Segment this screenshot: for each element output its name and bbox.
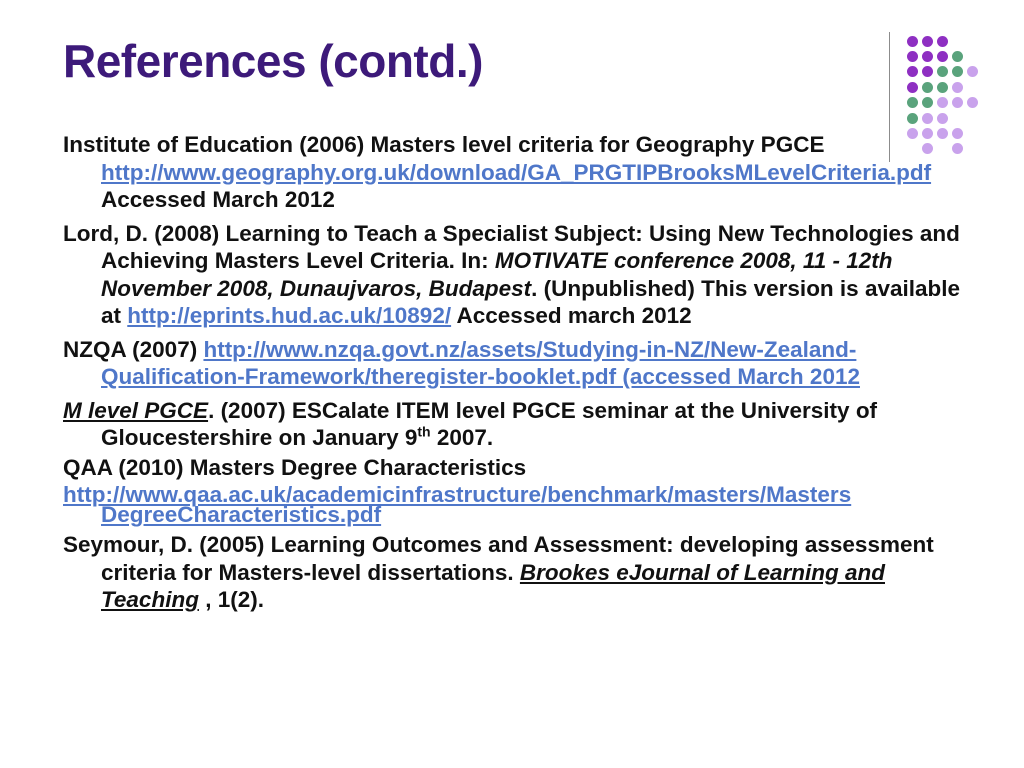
reference-lord bbox=[63, 220, 963, 330]
dot bbox=[907, 36, 918, 47]
reference-m-level-pgce bbox=[63, 397, 963, 452]
dot bbox=[937, 51, 948, 62]
page-title: References (contd.) bbox=[63, 35, 483, 87]
reference-nzqa bbox=[63, 336, 963, 391]
dot bbox=[907, 51, 918, 62]
reference-accessed: Accessed march 2012 bbox=[451, 303, 692, 328]
dot bbox=[907, 66, 918, 77]
dot bbox=[967, 66, 978, 77]
dot bbox=[922, 82, 933, 93]
reference-journal: Brookes eJournal of Learning and Teaching bbox=[101, 559, 885, 612]
dot bbox=[907, 82, 918, 93]
reference-link[interactable]: http://www.geography.org.uk/download/GA_PRGTIPBrooksMLevelCriteria.pdf bbox=[101, 159, 932, 185]
reference-accessed: Accessed March 2012 bbox=[101, 187, 335, 212]
reference-superscript: th bbox=[417, 423, 431, 440]
dot bbox=[952, 97, 963, 108]
reference-title: M level PGCE bbox=[63, 397, 209, 423]
reference-text: QAA (2010) Masters Degree Characteristics bbox=[63, 454, 527, 480]
dot bbox=[922, 66, 933, 77]
reference-seymour bbox=[63, 531, 963, 614]
reference-link-continued[interactable]: DegreeCharacteristics.pdf bbox=[101, 502, 382, 527]
reference-text-availability: . (Unpublished) This version is available at bbox=[101, 275, 961, 328]
reference-volume: , 1(2). bbox=[198, 587, 264, 612]
reference-list bbox=[63, 131, 963, 620]
reference-conference: MOTIVATE conference 2008, 11 - 12th November 2008, Dunaujvaros, Budapest bbox=[101, 248, 893, 301]
dot bbox=[952, 82, 963, 93]
reference-text: . (2007) ESCalate ITEM level PGCE seminar at the University of Gloucestershire on January 9 bbox=[101, 397, 878, 450]
dot bbox=[952, 66, 963, 77]
reference-text: Institute of Education (2006) Masters level criteria for Geography PGCE bbox=[63, 132, 825, 157]
dot bbox=[952, 51, 963, 62]
dot bbox=[937, 66, 948, 77]
dot bbox=[937, 82, 948, 93]
dot bbox=[922, 51, 933, 62]
reference-qaa-url bbox=[63, 482, 963, 527]
dot bbox=[937, 97, 948, 108]
reference-link[interactable]: http://www.qaa.ac.uk/academicinfrastructure/benchmark/masters/Masters bbox=[63, 482, 852, 507]
reference-text: Lord, D. (2008) Learning to Teach a Specialist Subject: Using New Technologies and Achieving Masters Level Criteria. In: bbox=[63, 220, 960, 273]
reference-link[interactable]: http://eprints.hud.ac.uk/10892/ bbox=[127, 303, 452, 328]
reference-text: NZQA (2007) bbox=[63, 336, 204, 362]
reference-institute-of-education bbox=[63, 131, 963, 214]
dot bbox=[922, 36, 933, 47]
dot bbox=[967, 97, 978, 108]
dot bbox=[937, 113, 948, 124]
dot bbox=[922, 97, 933, 108]
dot bbox=[937, 36, 948, 47]
reference-link[interactable]: http://www.nzqa.govt.nz/assets/Studying-in-NZ/New-Zealand-Qualification-Framework/theregister-booklet.pdf (accessed March 2012 bbox=[101, 336, 860, 389]
dot bbox=[907, 97, 918, 108]
reference-year: 2007. bbox=[430, 425, 494, 450]
dot bbox=[907, 113, 918, 124]
reference-text: Seymour, D. (2005) Learning Outcomes and Assessment: developing assessment criteria for Masters-level dissertations. bbox=[63, 532, 934, 585]
reference-qaa bbox=[63, 454, 963, 482]
dot bbox=[922, 113, 933, 124]
